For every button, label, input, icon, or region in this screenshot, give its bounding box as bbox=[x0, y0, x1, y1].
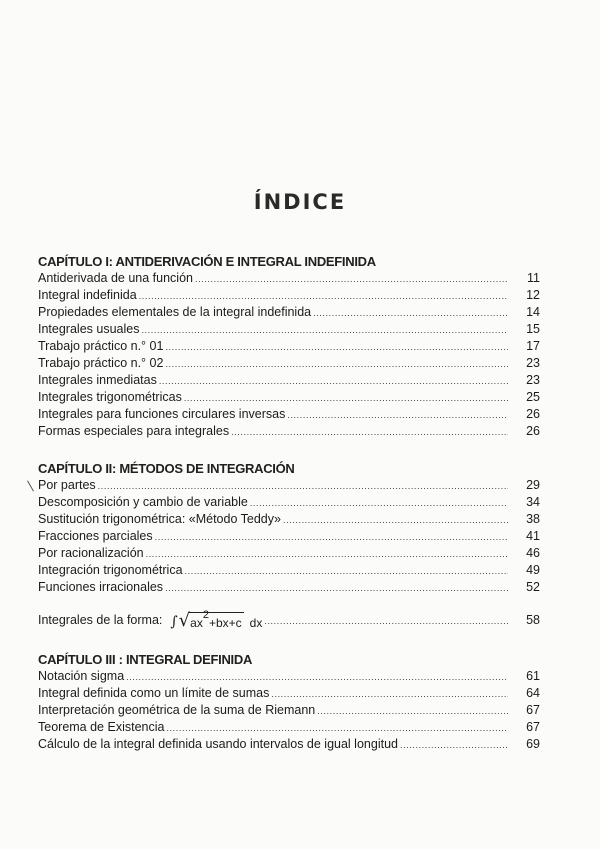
entry-page: 15 bbox=[526, 322, 540, 336]
entry-page: 25 bbox=[526, 390, 540, 404]
entry-page: 14 bbox=[526, 305, 540, 319]
dot-leader bbox=[98, 481, 508, 491]
entry-page: 26 bbox=[526, 424, 540, 438]
toc-entry[interactable] bbox=[38, 407, 540, 424]
chapter-heading: CAPÍTULO I: ANTIDERIVACIÓN E INTEGRAL INDEFINIDA bbox=[38, 254, 376, 269]
toc-entry[interactable] bbox=[38, 609, 540, 631]
dot-leader bbox=[250, 498, 508, 508]
toc-entry[interactable] bbox=[38, 546, 540, 563]
toc-entry[interactable] bbox=[38, 356, 540, 373]
entry-page: 38 bbox=[526, 512, 540, 526]
entry-page: 23 bbox=[526, 356, 540, 370]
formula-rest: +bx+c bbox=[208, 616, 242, 630]
entry-label: Trabajo práctico n.° 02 bbox=[38, 356, 164, 370]
dot-leader bbox=[146, 549, 508, 559]
entry-label: Interpretación geométrica de la suma de Riemann bbox=[38, 703, 316, 717]
entry-label: Cálculo de la integral definida usando intervalos de igual longitud bbox=[38, 737, 398, 751]
toc-entry[interactable] bbox=[38, 305, 540, 322]
toc-entry[interactable] bbox=[38, 529, 540, 546]
formula-term: ax bbox=[190, 616, 203, 630]
toc-entry[interactable] bbox=[38, 390, 540, 407]
entry-label: Sustitución trigonométrica: «Método Teddy» bbox=[38, 512, 281, 526]
entry-page: 58 bbox=[526, 613, 540, 627]
entry-label: Propiedades elementales de la integral indefinida bbox=[38, 305, 312, 319]
entry-page: 12 bbox=[526, 288, 540, 302]
dot-leader bbox=[141, 325, 508, 335]
toc-entry[interactable] bbox=[38, 563, 540, 580]
entry-label: Por racionalización bbox=[38, 546, 144, 560]
entry-page: 29 bbox=[526, 478, 540, 492]
dot-leader bbox=[195, 274, 508, 284]
dot-leader bbox=[184, 393, 508, 403]
dot-leader bbox=[166, 723, 508, 733]
entry-page: 26 bbox=[526, 407, 540, 421]
toc-entry[interactable] bbox=[38, 720, 540, 737]
integral-formula bbox=[170, 609, 263, 631]
toc-entry[interactable] bbox=[38, 495, 540, 512]
toc-entry[interactable] bbox=[38, 339, 540, 356]
toc-entry[interactable] bbox=[38, 512, 540, 529]
dot-leader bbox=[159, 376, 508, 386]
toc-entry[interactable] bbox=[38, 580, 540, 597]
dot-leader bbox=[231, 427, 508, 437]
dot-leader bbox=[165, 583, 508, 593]
entry-page: 64 bbox=[526, 686, 540, 700]
toc-entry[interactable] bbox=[38, 686, 540, 703]
toc-entry[interactable] bbox=[38, 322, 540, 339]
entry-label: Fracciones parciales bbox=[38, 529, 153, 543]
entry-label: Por partes bbox=[38, 478, 96, 492]
dot-leader bbox=[313, 308, 508, 318]
toc-entry[interactable] bbox=[38, 288, 540, 305]
toc-entry[interactable] bbox=[38, 424, 540, 441]
formula-exponent: 2 bbox=[202, 609, 209, 621]
entry-page: 49 bbox=[526, 563, 540, 577]
dot-leader bbox=[287, 410, 508, 420]
toc-entry[interactable] bbox=[38, 669, 540, 686]
entry-label: Descomposición y cambio de variable bbox=[38, 495, 248, 509]
chapter-heading: CAPÍTULO III : INTEGRAL DEFINIDA bbox=[38, 652, 253, 667]
toc-entry[interactable] bbox=[38, 478, 540, 495]
entry-label: Integración trigonométrica bbox=[38, 563, 183, 577]
entry-label: Integrales usuales bbox=[38, 322, 140, 336]
entry-label: Integrales de la forma: bbox=[38, 613, 163, 627]
entry-page: 67 bbox=[526, 720, 540, 734]
entry-label: Antiderivada de una función bbox=[38, 271, 193, 285]
entry-label: Trabajo práctico n.° 01 bbox=[38, 339, 164, 353]
toc-entry[interactable] bbox=[38, 373, 540, 390]
entry-label: Integral indefinida bbox=[38, 288, 137, 302]
radical-sign: √ bbox=[178, 610, 191, 631]
dot-leader bbox=[126, 672, 508, 682]
entry-page: 46 bbox=[526, 546, 540, 560]
entry-label: Funciones irracionales bbox=[38, 580, 164, 594]
dot-leader bbox=[155, 532, 508, 542]
dot-leader bbox=[165, 359, 508, 369]
entry-label: Integrales para funciones circulares inversas bbox=[38, 407, 286, 421]
dot-leader bbox=[400, 740, 508, 750]
toc-entry[interactable] bbox=[38, 703, 540, 720]
entry-label: Formas especiales para integrales bbox=[38, 424, 230, 438]
entry-label: Integrales inmediatas bbox=[38, 373, 157, 387]
entry-page: 61 bbox=[526, 669, 540, 683]
toc-entry[interactable] bbox=[38, 737, 540, 754]
entry-page: 17 bbox=[526, 339, 540, 353]
dot-leader bbox=[317, 706, 508, 716]
entry-label: Integrales trigonométricas bbox=[38, 390, 182, 404]
entry-label: Teorema de Existencia bbox=[38, 720, 165, 734]
entry-page: 67 bbox=[526, 703, 540, 717]
dot-leader bbox=[264, 616, 508, 626]
dot-leader bbox=[283, 515, 508, 525]
entry-page: 41 bbox=[526, 529, 540, 543]
formula-dx: dx bbox=[249, 616, 263, 630]
entry-label: Notación sigma bbox=[38, 669, 125, 683]
dot-leader bbox=[185, 566, 508, 576]
dot-leader bbox=[165, 342, 508, 352]
entry-page: 52 bbox=[526, 580, 540, 594]
dot-leader bbox=[139, 291, 508, 301]
entry-page: 34 bbox=[526, 495, 540, 509]
entry-page: 11 bbox=[527, 271, 540, 285]
toc-entry[interactable] bbox=[38, 271, 540, 288]
dot-leader bbox=[271, 689, 508, 699]
entry-page: 23 bbox=[526, 373, 540, 387]
entry-page: 69 bbox=[526, 737, 540, 751]
radicand bbox=[189, 609, 244, 630]
chapter-heading: CAPÍTULO II: MÉTODOS DE INTEGRACIÓN bbox=[38, 461, 295, 476]
page-title: ÍNDICE bbox=[253, 190, 347, 214]
pen-mark bbox=[27, 481, 34, 492]
integral-sign: ∫ bbox=[170, 614, 178, 630]
entry-label: Integral definida como un límite de sumas bbox=[38, 686, 270, 700]
